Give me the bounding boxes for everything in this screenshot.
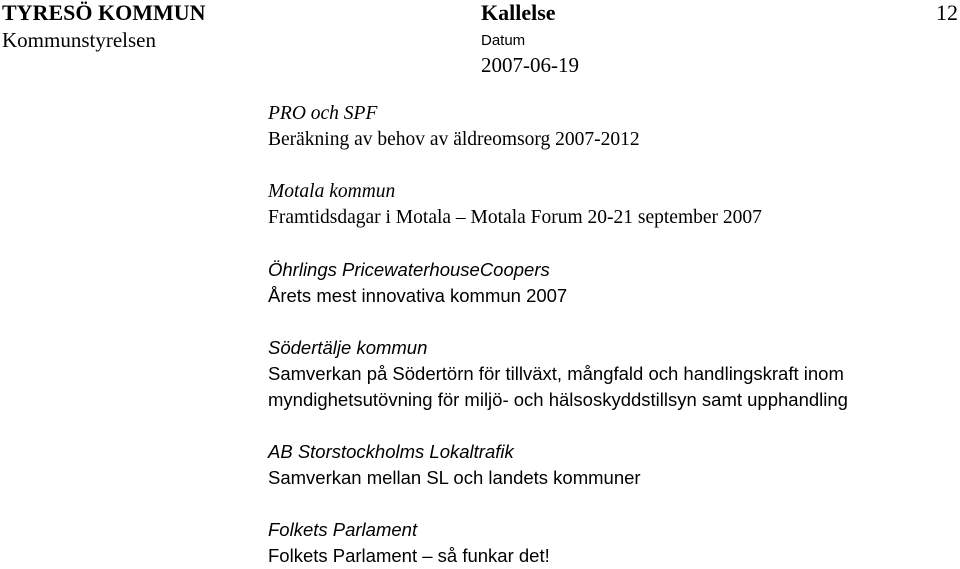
list-item [268, 101, 848, 153]
nominee-list [268, 101, 848, 569]
entry-description: Samverkan på Södertörn för tillväxt, mångfald och handlingskraft inom [268, 363, 844, 384]
document-type: Kallelse [481, 0, 556, 25]
entry-organization: Södertälje kommun [268, 337, 428, 358]
entry-organization: AB Storstockholms Lokaltrafik [268, 441, 514, 462]
entry-description: Årets mest innovativa kommun 2007 [268, 285, 568, 306]
list-item [268, 335, 848, 413]
entry-description: Folkets Parlament – så funkar det! [268, 545, 550, 566]
page-number: 12 [936, 0, 958, 25]
list-item [268, 179, 848, 231]
entry-organization: Motala kommun [268, 181, 396, 202]
organization-name: TYRESÖ KOMMUN [2, 0, 206, 25]
list-item [268, 439, 848, 491]
list-item [268, 517, 848, 569]
entry-organization: PRO och SPF [268, 103, 378, 124]
entry-organization: Öhrlings PricewaterhouseCoopers [268, 259, 550, 280]
entry-description: Samverkan mellan SL och landets kommuner [268, 467, 641, 488]
organization-unit: Kommunstyrelsen [2, 28, 156, 52]
entry-description: myndighetsutövning för miljö- och hälsoskyddstillsyn samt upphandling [268, 389, 848, 410]
date-value: 2007-06-19 [481, 53, 579, 77]
date-label: Datum [481, 32, 526, 49]
entry-organization: Folkets Parlament [268, 519, 418, 540]
entry-description: Beräkning av behov av äldreomsorg 2007-2012 [268, 129, 640, 150]
entry-description: Framtidsdagar i Motala – Motala Forum 20-21 september 2007 [268, 207, 762, 228]
list-item [268, 257, 848, 309]
